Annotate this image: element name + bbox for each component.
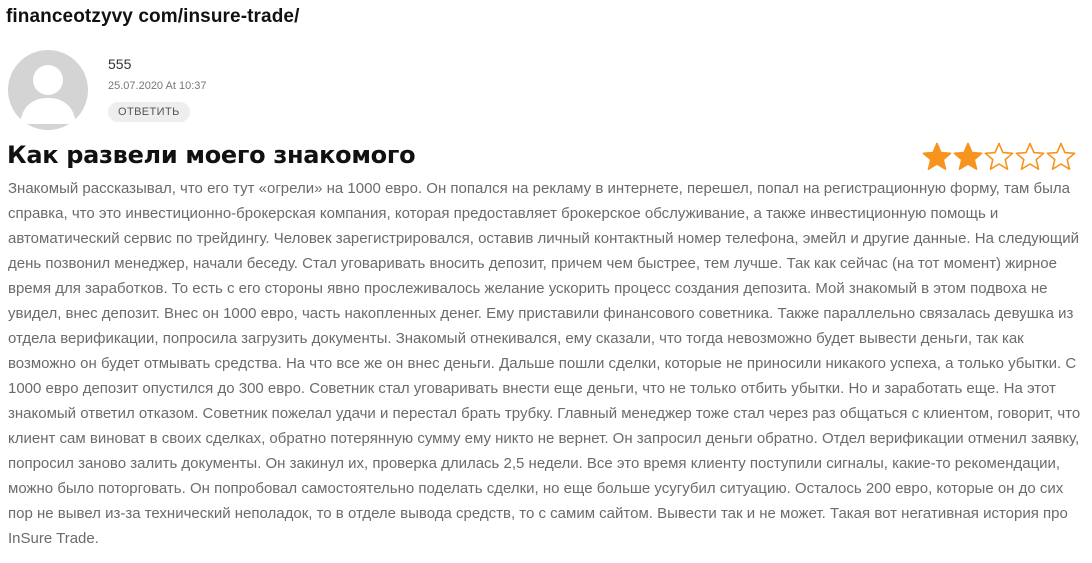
star-filled-icon — [953, 142, 983, 172]
review-title: Как развели моего знакомого — [7, 141, 416, 169]
star-empty-icon — [1046, 142, 1076, 172]
star-empty-icon — [984, 142, 1014, 172]
star-empty-icon — [1015, 142, 1045, 172]
rating-stars — [922, 142, 1076, 172]
user-silhouette-icon — [8, 50, 88, 130]
comment-date: 25.07.2020 At 10:37 — [108, 80, 207, 92]
reply-button[interactable]: ОТВЕТИТЬ — [108, 102, 190, 122]
comment-author: 555 — [108, 56, 132, 72]
page-url: financeotzyvy com/insure-trade/ — [6, 6, 300, 27]
avatar — [8, 50, 88, 130]
star-filled-icon — [922, 142, 952, 172]
review-body: Знакомый рассказывал, что его тут «огрели» на 1000 евро. Он попался на рекламу в интернете, перешел, попал на регистрационную форму, там была справка, что это инвестиционно-брокерская компания, которая предоставляет брокерское обслуживание, а также инвестиционную помощь и автоматический сервис по трейдингу. Человек зарегистрировался, оставив личный контактный номер телефона, эмейл и другие данные. На следующий день позвонил менеджер, начали беседу. Стал уговаривать вносить депозит, причем чем быстрее, тем лучше. Так как сейчас (на тот момент) жирное время для заработков. То есть с его стороны явно прослеживалось желание ускорить процесс создания депозита. Мой знакомый в этом подвоха не увидел, внес депозит. Внес он 1000 евро, часть накопленных денег. Ему приставили финансового советника. Также параллельно связалась девушка из отдела верификации, попросила загрузить документы. Знакомый отнекивался, ему сказали, что тогда невозможно будет вывести деньги, так как возможно он будет отмывать средства. На что все же он внес деньги. Дальше пошли сделки, которые не приносили никакого успеха, а только убытки. С 1000 евро депозит опустился до 300 евро. Советник стал уговаривать внести еще деньги, что не только отбить убытки. Но и заработать еще. На этот знакомый ответил отказом. Советник пожелал удачи и перестал брать трубку. Главный менеджер тоже стал через раз общаться с клиентом, говорит, что клиент сам виноват в своих сделках, обратно потерянную сумму ему никто не вернет. Он запросил деньги обратно. Отдел верификации отменил заявку, попросил заново залить документы. Он закинул их, проверка длилась 2,5 недели. Все это время клиенту поступили сигналы, какие-то рекомендации, можно было поторговать. Он попробовал самостоятельно поделать сделки, но еще больше усугубил ситуацию. Осталось 200 евро, которые он до сих пор не вывел из-за технический неполадок, то в отделе вывода средств, то с самим сайтом. Вывести так и не может. Такая вот негативная история про InSure Trade. — [8, 180, 1081, 547]
